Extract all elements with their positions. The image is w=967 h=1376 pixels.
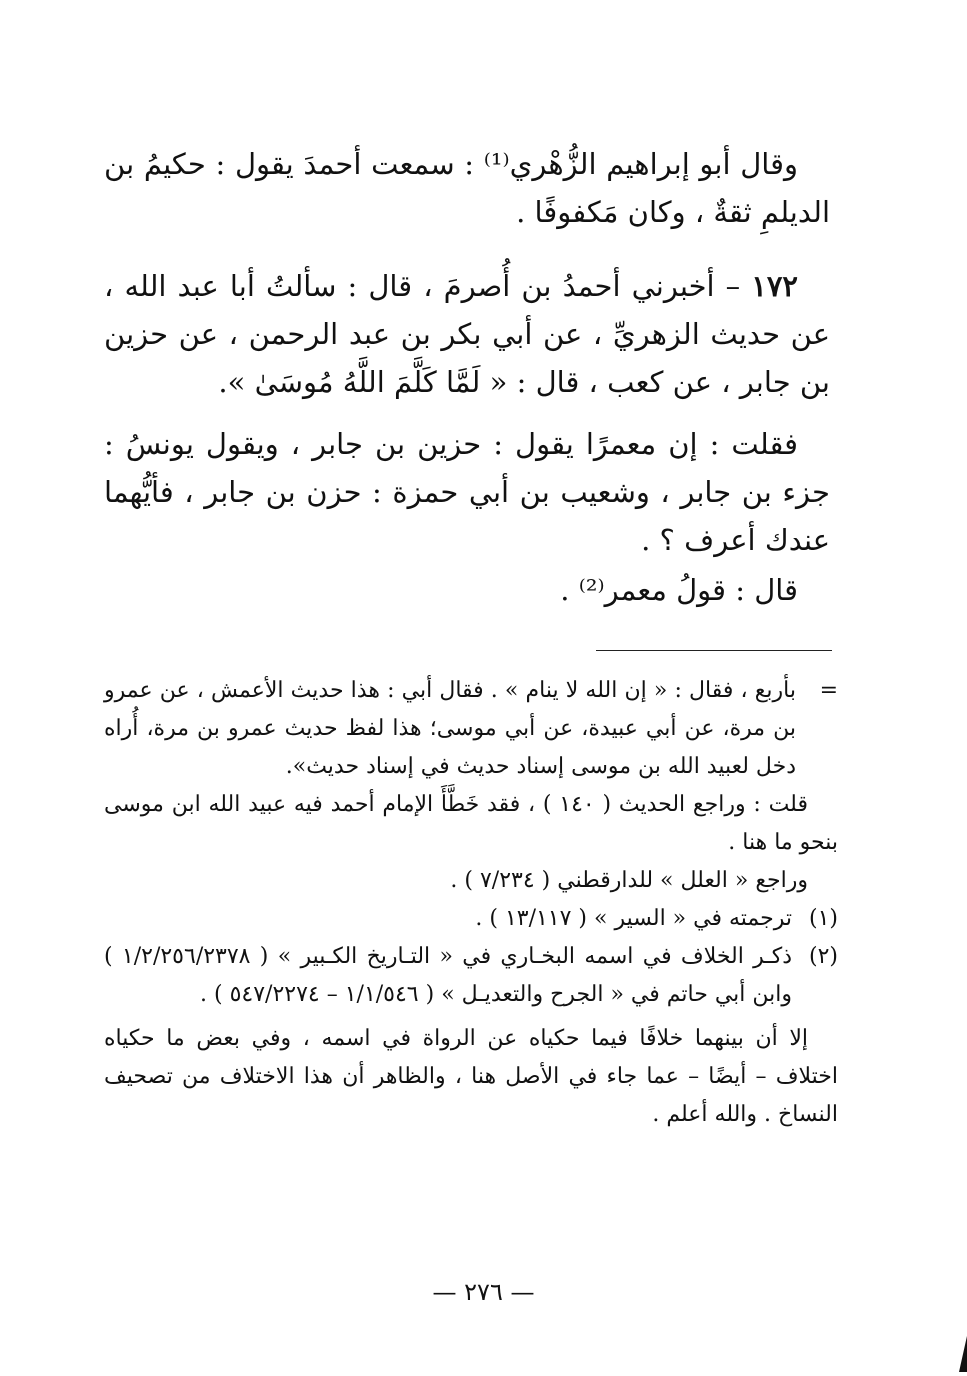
question-paragraph: فقلت : إن معمرًا يقول : حزين بن جابر ، ويقول يونسُ : جزء بن جابر ، وشعيب بن أبي حمزة : حزن بن جابر ، فأيُّهما عندك أعرف ؟ . [104, 427, 830, 557]
page-number: — ٢٧٦ — [432, 1278, 535, 1306]
main-paragraph-3 [104, 420, 830, 564]
footnote-separator [596, 650, 832, 651]
answer-paragraph: قال : قولُ معمر⁽²⁾ . [560, 573, 798, 607]
footnote-continuation: = بأربع ، فقال : « إن الله لا ينام » . فقال أبي : هذا حديث الأعمش ، عن عمرو بن مرة، عن أبي عبيدة، عن أبي موسى؛ هذا لفظ حديث عمرو بن مرة، أُراه دخل لعبيد الله بن موسى إسناد حديث في إسناد حديث». [104, 672, 838, 786]
hadith-172 [104, 262, 830, 406]
footnote-2-number: (٢) [808, 944, 838, 969]
hadith-number: ١٧٢ [751, 269, 798, 303]
footnote-1-text: ترجمته في « السير » ( ١٣/١١٧ ) . [475, 906, 792, 931]
scan-edge-mark [959, 1336, 967, 1372]
main-paragraph-1 [104, 140, 830, 236]
main-paragraph-2 [104, 262, 830, 406]
zuhri-statement: وقال أبو إبراهيم الزُّهْري⁽¹⁾ : سمعت أحمدَ يقول : حكيمُ بن الديلمِ ثقةٌ ، وكان مَكفوفًا . [104, 147, 830, 229]
footnote-2-text: ذكـر الخلاف في اسمه البخـاري في « التـاريخ الكـبير » ( ١/٢/٢٥٦/٢٣٧٨ ) وابن أبي حاتم في « الجرح والتعديـل » ( ١/١/٥٤٦ – ٥٤٧/٢٢٧٤ ) . [104, 944, 793, 1007]
footnote-1-number: (١) [808, 906, 838, 931]
footnote-comment: قلت : وراجع الحديث ( ١٤٠ ) ، فقد خَطَّأَ الإمام أحمد فيه عبيد الله ابن موسى بنحو ما هنا . [104, 792, 838, 855]
footnote-reference: وراجع « العلل » للدارقطني ( ٧/٢٣٤ ) . [450, 868, 808, 893]
footnote-2-note: إلا أن بينهما خلافًا فيما حكياه عن الرواة في اسمه ، وفي بعض ما حكياه اختلاف – أيضًا – عما جاء في الأصل هنا ، والظاهر أن هذا الاختلاف من تصحيف النساخ . والله أعلم . [104, 1026, 838, 1127]
main-paragraph-4 [104, 566, 830, 614]
footnote-1 [104, 900, 838, 938]
hadith-text: – أخبرني أحمدُ بن أُصرمَ ، قال : سألتُ أبا عبد الله ، عن حديث الزهريِّ ، عن أبي بكر بن عبد الرحمن ، عن حزين بن جابر ، عن كعب ، قال : « لَمَّا كَلَّمَ اللَّهُ مُوسَىٰ ». [104, 269, 830, 399]
footnotes-section [104, 672, 838, 1134]
continuation-marker: = [819, 678, 838, 703]
footnote-2 [104, 938, 838, 1014]
